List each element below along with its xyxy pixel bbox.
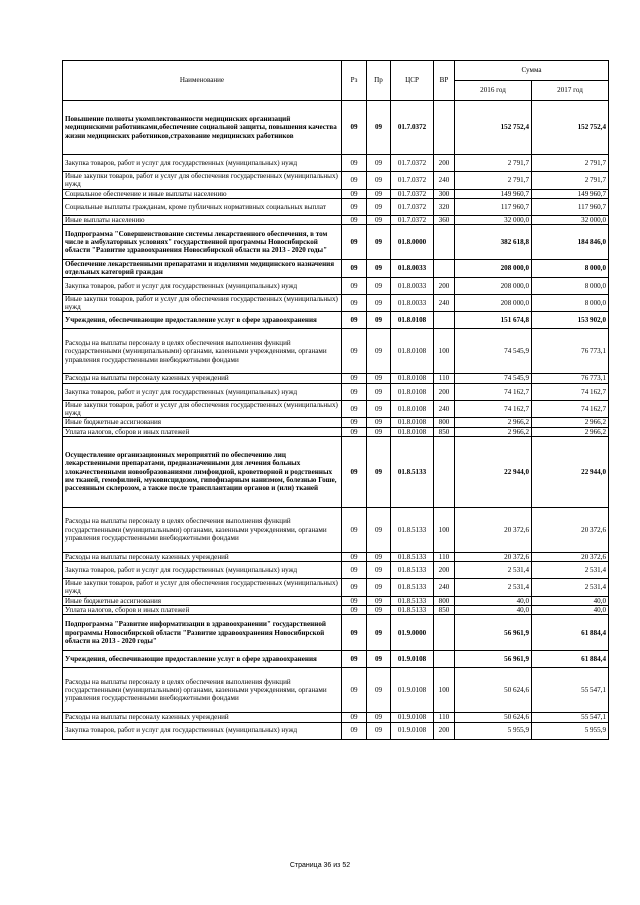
row-sum-2017: 5 955,9	[532, 722, 609, 739]
row-vr: 300	[434, 189, 455, 198]
row-sum-2016: 74 545,9	[455, 374, 532, 383]
row-sum-2016: 117 960,7	[455, 198, 532, 215]
header-year-2016: 2016 год	[455, 81, 532, 101]
row-sum-2017: 8 000,0	[532, 277, 609, 294]
row-sum-2017: 149 960,7	[532, 189, 609, 198]
row-name: Уплата налогов, сборов и иных платежей	[63, 427, 342, 436]
row-rz: 09	[342, 277, 367, 294]
row-rz: 09	[342, 668, 367, 713]
table-row	[63, 101, 609, 155]
row-name: Закупка товаров, работ и услуг для государственных (муниципальных) нужд	[63, 383, 342, 400]
row-vr: 240	[434, 400, 455, 418]
row-sum-2017: 2 531,4	[532, 579, 609, 597]
row-rz: 09	[342, 225, 367, 260]
header-year-2017: 2017 год	[532, 81, 609, 101]
row-rz: 09	[342, 507, 367, 552]
table-row	[63, 225, 609, 260]
row-sum-2017: 2 531,4	[532, 562, 609, 579]
row-sum-2016: 208 000,0	[455, 277, 532, 294]
row-sum-2017: 74 162,7	[532, 383, 609, 400]
row-csr: 01.8.0108	[391, 418, 434, 427]
row-rz: 09	[342, 562, 367, 579]
row-pr: 09	[367, 579, 391, 597]
row-name: Иные бюджетные ассигнования	[63, 418, 342, 427]
row-sum-2016: 151 674,8	[455, 312, 532, 329]
row-sum-2016: 2 791,7	[455, 155, 532, 172]
row-csr: 01.8.5133	[391, 552, 434, 561]
row-sum-2017: 61 884,4	[532, 651, 609, 668]
row-sum-2017: 61 884,4	[532, 615, 609, 651]
row-vr	[434, 225, 455, 260]
row-pr: 09	[367, 400, 391, 418]
row-vr: 320	[434, 198, 455, 215]
row-vr: 240	[434, 294, 455, 312]
table-row	[63, 172, 609, 190]
row-name: Повышение полноты укомплектованности медицинских организаций медицинскими работниками,обеспечение социальной защиты, повышения качества жизни медицинских работников,страхование медицинских работников	[63, 101, 342, 155]
header-name: Наименование	[63, 61, 342, 101]
row-sum-2017: 2 966,2	[532, 427, 609, 436]
row-rz: 09	[342, 722, 367, 739]
row-pr: 09	[367, 260, 391, 278]
row-rz: 09	[342, 198, 367, 215]
row-csr: 01.9.0108	[391, 651, 434, 668]
row-sum-2016: 40,0	[455, 596, 532, 605]
row-csr: 01.9.0108	[391, 713, 434, 722]
row-sum-2016: 208 000,0	[455, 260, 532, 278]
row-rz: 09	[342, 260, 367, 278]
row-sum-2017: 74 162,7	[532, 400, 609, 418]
table-row	[63, 562, 609, 579]
row-name: Закупка товаров, работ и услуг для государственных (муниципальных) нужд	[63, 155, 342, 172]
row-csr: 01.8.5133	[391, 579, 434, 597]
row-rz: 09	[342, 427, 367, 436]
row-pr: 09	[367, 668, 391, 713]
table-row	[63, 507, 609, 552]
row-vr: 100	[434, 507, 455, 552]
row-csr: 01.8.0108	[391, 374, 434, 383]
row-name: Учреждения, обеспечивающие предоставление услуг в сфере здравоохранения	[63, 312, 342, 329]
row-name: Уплата налогов, сборов и иных платежей	[63, 606, 342, 615]
row-name: Расходы на выплаты персоналу в целях обеспечения выполнения функций государственными (муниципальными) органами, казенными учреждениями, органами управления государственными внебюджетными фондами	[63, 329, 342, 374]
row-name: Иные бюджетные ассигнования	[63, 596, 342, 605]
row-pr: 09	[367, 172, 391, 190]
row-pr: 09	[367, 329, 391, 374]
row-rz: 09	[342, 400, 367, 418]
table-row	[63, 713, 609, 722]
row-csr: 01.8.5133	[391, 606, 434, 615]
row-csr: 01.8.5133	[391, 507, 434, 552]
row-pr: 09	[367, 651, 391, 668]
row-pr: 09	[367, 722, 391, 739]
row-vr: 800	[434, 596, 455, 605]
row-name: Закупка товаров, работ и услуг для государственных (муниципальных) нужд	[63, 562, 342, 579]
row-vr: 100	[434, 668, 455, 713]
row-vr: 200	[434, 155, 455, 172]
row-name: Закупка товаров, работ и услуг для государственных (муниципальных) нужд	[63, 722, 342, 739]
row-vr: 110	[434, 713, 455, 722]
table-row	[63, 215, 609, 224]
row-sum-2017: 40,0	[532, 606, 609, 615]
header-rz: Рз	[342, 61, 367, 101]
row-rz: 09	[342, 615, 367, 651]
table-row	[63, 198, 609, 215]
row-sum-2016: 20 372,6	[455, 552, 532, 561]
row-csr: 01.8.0108	[391, 427, 434, 436]
row-sum-2017: 76 773,1	[532, 374, 609, 383]
row-sum-2017: 55 547,1	[532, 668, 609, 713]
row-pr: 09	[367, 596, 391, 605]
row-name: Расходы на выплаты персоналу казенных учреждений	[63, 374, 342, 383]
row-sum-2016: 74 545,9	[455, 329, 532, 374]
row-vr: 200	[434, 383, 455, 400]
table-row	[63, 383, 609, 400]
row-rz: 09	[342, 101, 367, 155]
row-name: Иные выплаты населению	[63, 215, 342, 224]
row-pr: 09	[367, 562, 391, 579]
row-rz: 09	[342, 552, 367, 561]
row-pr: 09	[367, 189, 391, 198]
row-csr: 01.9.0108	[391, 668, 434, 713]
row-vr: 800	[434, 418, 455, 427]
row-vr	[434, 101, 455, 155]
row-sum-2016: 74 162,7	[455, 383, 532, 400]
row-pr: 09	[367, 225, 391, 260]
table-row	[63, 294, 609, 312]
row-sum-2017: 40,0	[532, 596, 609, 605]
row-csr: 01.8.0108	[391, 383, 434, 400]
table-row	[63, 615, 609, 651]
row-csr: 01.7.0372	[391, 215, 434, 224]
row-csr: 01.7.0372	[391, 155, 434, 172]
row-vr: 850	[434, 606, 455, 615]
row-sum-2017: 184 846,0	[532, 225, 609, 260]
row-name: Иные закупки товаров, работ и услуг для обеспечения государственных (муниципальных) нужд	[63, 294, 342, 312]
row-rz: 09	[342, 713, 367, 722]
table-row	[63, 312, 609, 329]
row-rz: 09	[342, 294, 367, 312]
row-rz: 09	[342, 383, 367, 400]
row-pr: 09	[367, 277, 391, 294]
row-pr: 09	[367, 552, 391, 561]
row-csr: 01.8.0108	[391, 400, 434, 418]
row-csr: 01.8.0000	[391, 225, 434, 260]
row-name: Социальные выплаты гражданам, кроме публичных нормативных социальных выплат	[63, 198, 342, 215]
page-footer: Страница 36 из 52	[289, 862, 351, 869]
row-sum-2016: 50 624,6	[455, 668, 532, 713]
row-name: Учреждения, обеспечивающие предоставление услуг в сфере здравоохранения	[63, 651, 342, 668]
row-sum-2016: 74 162,7	[455, 400, 532, 418]
row-pr: 09	[367, 418, 391, 427]
row-pr: 09	[367, 427, 391, 436]
table-header	[63, 61, 609, 101]
row-sum-2017: 153 902,0	[532, 312, 609, 329]
row-vr	[434, 651, 455, 668]
row-name: Расходы на выплаты персоналу казенных учреждений	[63, 552, 342, 561]
row-name: Расходы на выплаты персоналу в целях обеспечения выполнения функций государственными (муниципальными) органами, казенными учреждениями, органами управления государственными внебюджетными фондами	[63, 668, 342, 713]
row-sum-2017: 8 000,0	[532, 294, 609, 312]
row-sum-2016: 208 000,0	[455, 294, 532, 312]
row-vr	[434, 615, 455, 651]
row-sum-2016: 2 531,4	[455, 562, 532, 579]
row-csr: 01.8.0108	[391, 329, 434, 374]
row-sum-2017: 20 372,6	[532, 507, 609, 552]
row-name: Иные закупки товаров, работ и услуг для обеспечения государственных (муниципальных) нужд	[63, 400, 342, 418]
row-name: Подпрограмма "Развитие информатизации в здравоохранении" государственной программы Новосибирской области "Развитие здравоохранения Новосибирской области на 2013 - 2020 годы"	[63, 615, 342, 651]
table-row	[63, 722, 609, 739]
row-sum-2017: 32 000,0	[532, 215, 609, 224]
row-sum-2017: 8 000,0	[532, 260, 609, 278]
row-name: Закупка товаров, работ и услуг для государственных (муниципальных) нужд	[63, 277, 342, 294]
row-name: Обеспечение лекарственными препаратами и изделиями медицинского назначения отдельных категорий граждан	[63, 260, 342, 278]
row-name: Осуществление организационных мероприятий по обеспечению лиц лекарственными препаратами, предназначенными для лечения больных злокачественными новообразованиями лимфоидной, кроветворной и родственных им тканей, гемофилией, муковисцидозом, гипофизарным нанизмом, болезнью Гоше, рассеянным склерозом, а также после трансплантации органов и (или) тканей	[63, 436, 342, 507]
row-vr: 360	[434, 215, 455, 224]
row-name: Иные закупки товаров, работ и услуг для обеспечения государственных (муниципальных) нужд	[63, 172, 342, 190]
table-row	[63, 668, 609, 713]
table-row	[63, 552, 609, 561]
row-sum-2017: 2 966,2	[532, 418, 609, 427]
row-pr: 09	[367, 374, 391, 383]
row-sum-2017: 2 791,7	[532, 172, 609, 190]
row-sum-2016: 382 618,8	[455, 225, 532, 260]
row-sum-2016: 50 624,6	[455, 713, 532, 722]
row-vr	[434, 312, 455, 329]
header-sum: Сумма	[455, 61, 609, 81]
table-row	[63, 400, 609, 418]
row-pr: 09	[367, 215, 391, 224]
row-name: Расходы на выплаты персоналу в целях обеспечения выполнения функций государственными (муниципальными) органами, казенными учреждениями, органами управления государственными внебюджетными фондами	[63, 507, 342, 552]
header-csr: ЦСР	[391, 61, 434, 101]
row-vr	[434, 260, 455, 278]
row-pr: 09	[367, 507, 391, 552]
row-rz: 09	[342, 651, 367, 668]
row-csr: 01.8.5133	[391, 436, 434, 507]
budget-table	[62, 60, 609, 740]
row-pr: 09	[367, 312, 391, 329]
table-row	[63, 329, 609, 374]
row-sum-2017: 2 791,7	[532, 155, 609, 172]
row-rz: 09	[342, 596, 367, 605]
budget-document	[62, 60, 608, 740]
row-sum-2016: 22 944,0	[455, 436, 532, 507]
row-rz: 09	[342, 606, 367, 615]
row-csr: 01.7.0372	[391, 189, 434, 198]
row-pr: 09	[367, 383, 391, 400]
row-vr: 240	[434, 579, 455, 597]
table-row	[63, 260, 609, 278]
row-rz: 09	[342, 436, 367, 507]
row-sum-2016: 20 372,6	[455, 507, 532, 552]
table-row	[63, 418, 609, 427]
table-row	[63, 189, 609, 198]
row-pr: 09	[367, 101, 391, 155]
row-vr: 200	[434, 722, 455, 739]
row-vr: 240	[434, 172, 455, 190]
row-vr: 110	[434, 552, 455, 561]
row-sum-2016: 56 961,9	[455, 651, 532, 668]
row-pr: 09	[367, 436, 391, 507]
row-rz: 09	[342, 155, 367, 172]
table-row	[63, 606, 609, 615]
row-name: Расходы на выплаты персоналу казенных учреждений	[63, 713, 342, 722]
row-pr: 09	[367, 294, 391, 312]
row-sum-2016: 2 966,2	[455, 427, 532, 436]
table-row	[63, 374, 609, 383]
row-sum-2017: 20 372,6	[532, 552, 609, 561]
row-csr: 01.7.0372	[391, 101, 434, 155]
row-sum-2016: 5 955,9	[455, 722, 532, 739]
header-vr: ВР	[434, 61, 455, 101]
table-row	[63, 579, 609, 597]
row-rz: 09	[342, 189, 367, 198]
row-vr: 200	[434, 277, 455, 294]
row-csr: 01.8.0108	[391, 312, 434, 329]
header-pr: Пр	[367, 61, 391, 101]
row-vr: 100	[434, 329, 455, 374]
row-pr: 09	[367, 198, 391, 215]
row-rz: 09	[342, 215, 367, 224]
row-sum-2016: 149 960,7	[455, 189, 532, 198]
row-vr: 850	[434, 427, 455, 436]
row-sum-2017: 22 944,0	[532, 436, 609, 507]
row-name: Социальное обеспечение и иные выплаты населению	[63, 189, 342, 198]
row-csr: 01.8.5133	[391, 596, 434, 605]
table-body	[63, 101, 609, 740]
row-vr	[434, 436, 455, 507]
row-rz: 09	[342, 374, 367, 383]
table-row	[63, 427, 609, 436]
row-csr: 01.8.0033	[391, 260, 434, 278]
row-pr: 09	[367, 615, 391, 651]
row-name: Подпрограмма "Совершенствование системы лекарственного обеспечения, в том числе в амбулаторных условиях" государственной программы Новосибирской области "Развитие здравоохранения Новосибирской области на 2013 - 2020 годы"	[63, 225, 342, 260]
row-rz: 09	[342, 418, 367, 427]
row-vr: 110	[434, 374, 455, 383]
table-row	[63, 596, 609, 605]
row-sum-2017: 152 752,4	[532, 101, 609, 155]
row-csr: 01.8.5133	[391, 562, 434, 579]
row-rz: 09	[342, 579, 367, 597]
table-row	[63, 651, 609, 668]
row-sum-2016: 32 000,0	[455, 215, 532, 224]
row-name: Иные закупки товаров, работ и услуг для обеспечения государственных (муниципальных) нужд	[63, 579, 342, 597]
row-csr: 01.8.0033	[391, 277, 434, 294]
row-pr: 09	[367, 713, 391, 722]
row-csr: 01.8.0033	[391, 294, 434, 312]
row-sum-2016: 2 531,4	[455, 579, 532, 597]
row-rz: 09	[342, 312, 367, 329]
table-row	[63, 155, 609, 172]
row-csr: 01.7.0372	[391, 172, 434, 190]
row-rz: 09	[342, 172, 367, 190]
row-csr: 01.9.0000	[391, 615, 434, 651]
row-csr: 01.9.0108	[391, 722, 434, 739]
row-csr: 01.7.0372	[391, 198, 434, 215]
row-pr: 09	[367, 155, 391, 172]
row-sum-2016: 152 752,4	[455, 101, 532, 155]
row-sum-2016: 56 961,9	[455, 615, 532, 651]
row-sum-2016: 2 791,7	[455, 172, 532, 190]
row-vr: 200	[434, 562, 455, 579]
row-rz: 09	[342, 329, 367, 374]
row-sum-2017: 55 547,1	[532, 713, 609, 722]
table-row	[63, 436, 609, 507]
row-sum-2016: 2 966,2	[455, 418, 532, 427]
row-sum-2017: 76 773,1	[532, 329, 609, 374]
row-sum-2016: 40,0	[455, 606, 532, 615]
table-row	[63, 277, 609, 294]
row-pr: 09	[367, 606, 391, 615]
row-sum-2017: 117 960,7	[532, 198, 609, 215]
